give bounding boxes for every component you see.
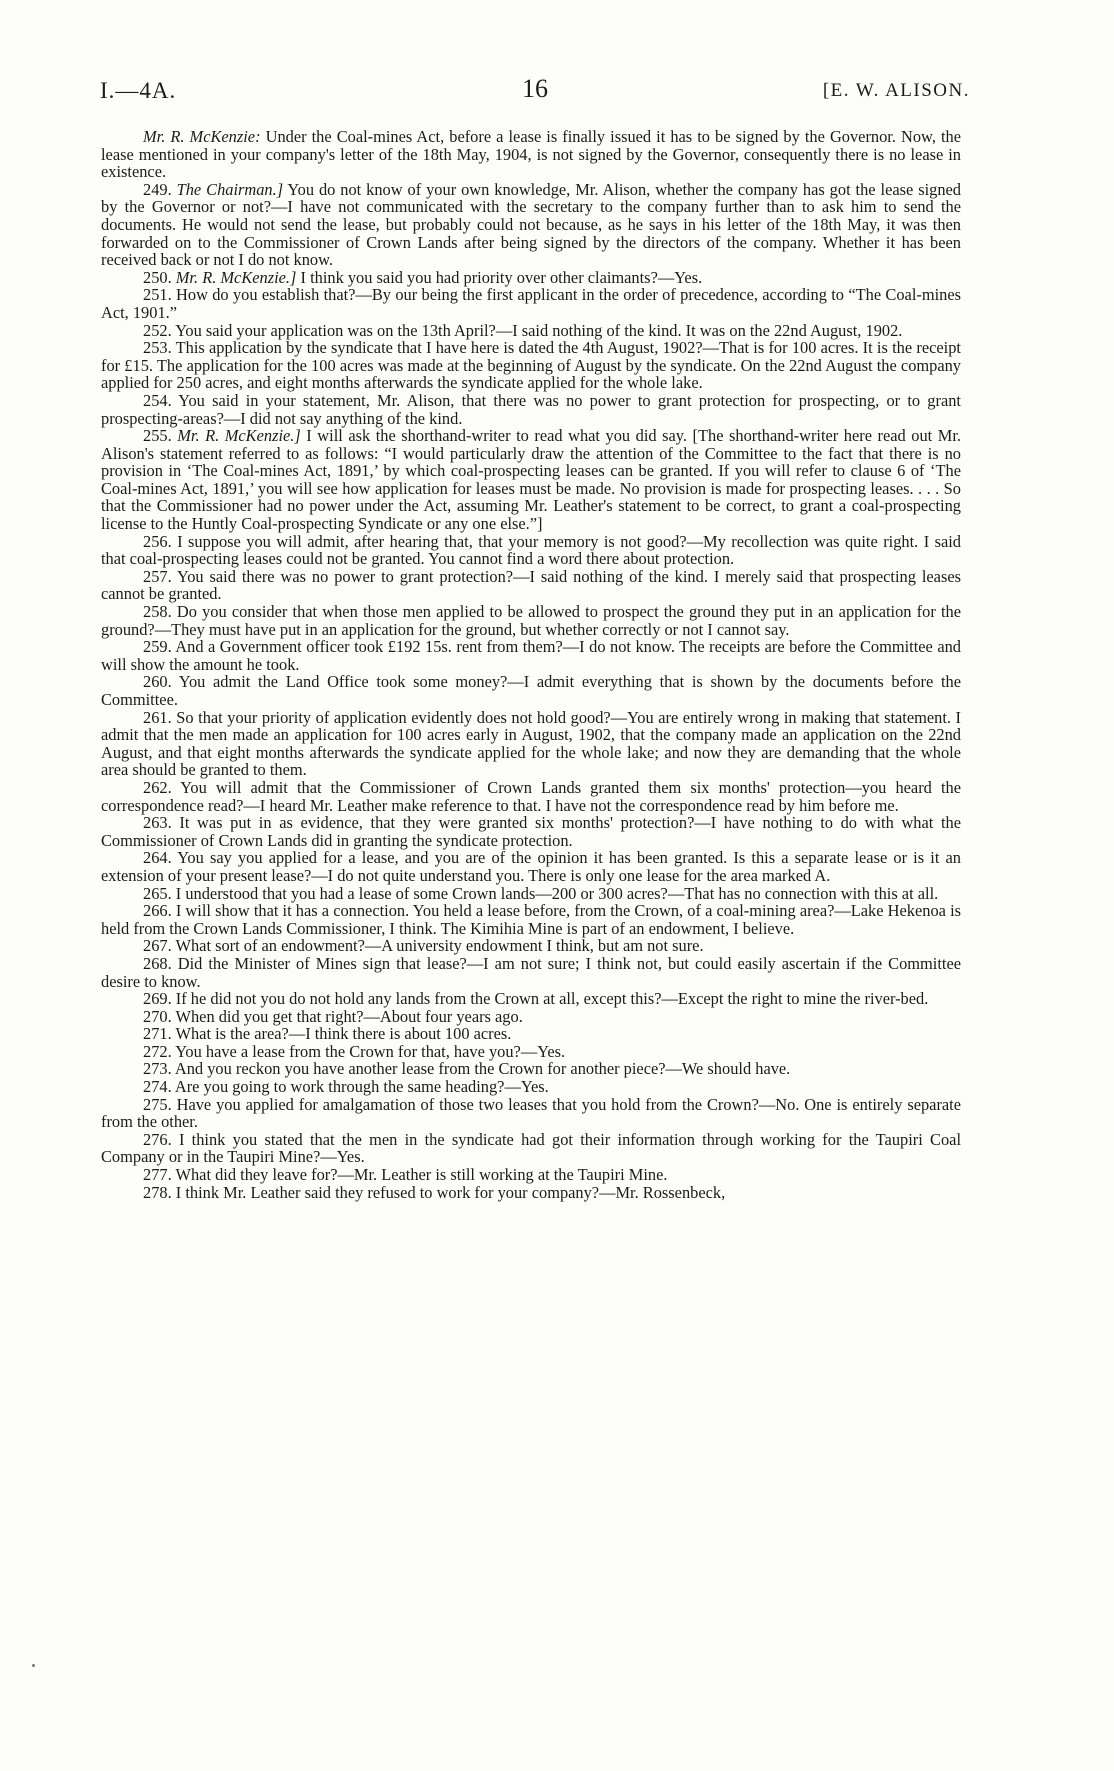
paragraph-text: I will show that it has a connection. You held a lease before, from the Crown, of a coal-mining area?—Lake Hekenoa is held from the Crown Lands Commissioner, I think. The Kimihia Mine is part of an endowment, I believe. xyxy=(101,901,961,938)
paragraph-text: You said there was no power to grant protection?—I said nothing of the kind. I merely said that prospecting leases cannot be granted. xyxy=(101,566,961,604)
paragraph-text: How do you establish that?—By our being the first applicant in the order of precedence, according to “The Coal-mines Act, 1901.” xyxy=(101,285,962,322)
paragraph xyxy=(101,1184,961,1202)
paragraph xyxy=(101,885,961,903)
page-header xyxy=(100,74,970,114)
question-number: 276. xyxy=(143,1129,179,1149)
paper-reference: I.—4A. xyxy=(100,78,177,103)
paragraph-text: Did the Minister of Mines sign that lease?—I am not sure; I think not, but could easily ascertain if the Committee desire to know. xyxy=(101,953,961,991)
paragraph-text: This application by the syndicate that I have here is dated the 4th August, 1902?—That is for 100 acres. It is the receipt for £15. The application for the 100 acres was made at the beginning of August by the syndicate. On the 22nd August the company applied for 250 acres, and eight months afterwards the syndicate applied for the whole lake. xyxy=(101,338,961,393)
paragraph-text: You admit the Land Office took some money?—I admit everything that is shown by the documents before the Committee. xyxy=(101,672,961,709)
paragraph-text: I understood that you had a lease of some Crown lands—200 or 300 acres?—That has no connection with this at all. xyxy=(175,883,939,903)
speaker-name: The Chairman.] xyxy=(176,179,284,199)
paragraph xyxy=(101,709,961,779)
paragraph xyxy=(101,1166,961,1184)
paragraph-text: When did you get that right?—About four years ago. xyxy=(175,1006,523,1026)
question-number: 251. xyxy=(143,285,177,305)
paragraph xyxy=(101,779,961,814)
paragraph-text: I think you said you had priority over other claimants?—Yes. xyxy=(296,267,703,287)
question-number: 253. xyxy=(143,338,176,358)
paragraph-text: You have a lease from the Crown for that, have you?—Yes. xyxy=(175,1041,566,1061)
speaker-name: Mr. R. McKenzie.] xyxy=(177,426,301,446)
paragraph xyxy=(101,269,961,287)
paragraph xyxy=(101,533,961,568)
paragraph-text: And a Government officer took £192 15s. rent from them?—I do not know. The receipts are before the Committee and will show the amount he took. xyxy=(101,637,961,674)
paragraph xyxy=(101,849,961,884)
question-number: 275. xyxy=(143,1094,177,1114)
question-number: 255. xyxy=(143,426,178,446)
paragraph xyxy=(101,339,961,392)
paragraph xyxy=(101,1096,961,1131)
paragraph-text: If he did not you do not hold any lands from the Crown at all, except this?—Except the right to mine the river-bed. xyxy=(175,989,929,1009)
question-number: 257. xyxy=(143,566,177,586)
question-number: 271. xyxy=(143,1024,176,1044)
paragraph xyxy=(101,638,961,673)
question-number: 249. xyxy=(143,179,177,199)
paragraph xyxy=(101,322,961,340)
paragraph-text: What did they leave for?—Mr. Leather is still working at the Taupiri Mine. xyxy=(175,1165,668,1185)
paragraph xyxy=(101,1131,961,1166)
question-number: 272. xyxy=(143,1041,176,1061)
page-number: 16 xyxy=(522,74,548,103)
speaker-name: Mr. R. McKenzie.] xyxy=(175,267,297,287)
question-number: 264. xyxy=(143,848,178,868)
paragraph-text: You said in your statement, Mr. Alison, that there was no power to grant protection for prospecting, or to grant prospecting-areas?—I did not say anything of the kind. xyxy=(101,390,961,428)
question-number: 269. xyxy=(143,989,176,1009)
paragraph xyxy=(101,181,961,269)
paragraph-text: What is the area?—I think there is about 100 acres. xyxy=(175,1024,512,1044)
paragraph xyxy=(101,1025,961,1043)
paragraph xyxy=(101,1008,961,1026)
question-number: 270. xyxy=(143,1006,176,1026)
witness-name: [E. W. ALISON. xyxy=(822,80,970,101)
paragraph xyxy=(101,902,961,937)
question-number: 266. xyxy=(143,901,176,921)
paragraph-text: It was put in as evidence, that they were granted six months' protection?—I have nothing to do with what the Commissioner of Crown Lands did in granting the syndicate protection. xyxy=(101,813,962,850)
paragraph xyxy=(101,603,961,638)
question-number: 256. xyxy=(143,531,178,551)
paragraph xyxy=(101,1078,961,1096)
question-number: 261. xyxy=(143,707,177,727)
question-number: 254. xyxy=(143,390,179,410)
question-number: 263. xyxy=(143,813,180,833)
paragraph xyxy=(101,427,961,533)
paragraph xyxy=(101,286,961,321)
paragraph-text: Under the Coal-mines Act, before a lease is finally issued it has to be signed by the Governor. Now, the lease mentioned in your company's letter of the 18th May, 1904, is not signed by the Governor, consequently there is no lease in existence. xyxy=(101,127,961,182)
question-number: 265. xyxy=(143,883,176,903)
paragraph-text: You will admit that the Commissioner of Crown Lands granted them six months' protection—you heard the correspondence read?—I heard Mr. Leather make reference to that. I have not the correspondence read by him before me. xyxy=(101,777,961,815)
question-number: 259. xyxy=(143,637,176,657)
paragraph-text: I think you stated that the men in the syndicate had got their information through working for the Taupiri Coal Company or in the Taupiri Mine?—Yes. xyxy=(101,1129,962,1167)
paragraph xyxy=(101,392,961,427)
question-number: 260. xyxy=(143,672,179,692)
paragraph-text: You said your application was on the 13th April?—I said nothing of the kind. It was on the 22nd August, 1902. xyxy=(175,320,903,340)
question-number: 278. xyxy=(143,1182,176,1202)
paragraph xyxy=(101,568,961,603)
paragraph-text: You do not know of your own knowledge, Mr. Alison, whether the company has got the lease signed by the Governor or not?—I have not communicated with the secretary to the company further than to ask him to send the documents. He would not send the lease, but probably could not because, as he says in his letter of the 18th May, it was then forwarded on to the Commissioner of Crown Lands after being signed by the directors of the company. Whether it has been received back or not I do not know. xyxy=(101,179,961,270)
paragraph-text: I suppose you will admit, after hearing that, that your memory is not good?—My recollection was quite right. I said that coal-prospecting leases could not be granted. You cannot find a word there about protection. xyxy=(101,531,961,569)
paragraph xyxy=(101,955,961,990)
speaker-name: Mr. R. McKenzie: xyxy=(143,127,261,146)
paragraph-text: You say you applied for a lease, and you are of the opinion it has been granted. Is this a separate lease or is it an extension of your present lease?—I do not quite understand you. There is only one lease for the area marked A. xyxy=(101,848,961,885)
question-number: 277. xyxy=(143,1165,176,1185)
paragraph-text: Have you applied for amalgamation of those two leases that you hold from the Crown?—No. One is entirely separate from the other. xyxy=(101,1094,962,1132)
paragraph-text: So that your priority of application evidently does not hold good?—You are entirely wrong in making that statement. I admit that the men made an application for 100 acres early in August, 1902, that the company made an application on the 22nd August, and that eight months afterwards the syndicate applied for the whole lake; and now they are demanding that the whole area should be granted to them. xyxy=(101,707,962,780)
question-number: 274. xyxy=(143,1077,175,1097)
paragraph xyxy=(101,1043,961,1061)
paragraph xyxy=(101,128,961,181)
paragraph-text: Are you going to work through the same heading?—Yes. xyxy=(174,1077,549,1097)
paragraph-text: I think Mr. Leather said they refused to work for your company?—Mr. Rossenbeck, xyxy=(175,1182,726,1202)
question-number: 268. xyxy=(143,953,178,973)
paragraph-text: And you reckon you have another lease from the Crown for another piece?—We should have. xyxy=(174,1059,791,1079)
question-number: 252. xyxy=(143,320,176,340)
paragraph xyxy=(101,673,961,708)
question-number: 250. xyxy=(143,267,176,287)
paragraph xyxy=(101,1060,961,1078)
question-number: 262. xyxy=(143,777,181,797)
document-body xyxy=(101,128,961,1201)
paragraph-text: I will ask the shorthand-writer to read what you did say. [The shorthand-writer here read out Mr. Alison's statement referred to as follows: “I would particularly draw the attention of the Committee to the fact that there is no provision in ‘The Coal-mines Act, 1891,’ by which coal-prospecting leases can be granted. If you will refer to clause 6 of ‘The Coal-mines Act, 1891,’ you will see how application for leases must be made. No provision is made for prospecting leases. . . . So that the Commissioner had no power under the Act, assuming Mr. Leather's statement to be correct, to grant a coal-prospecting license to the Huntly Coal-prospecting Syndicate or any one else.”] xyxy=(101,426,962,534)
question-number: 267. xyxy=(143,936,176,956)
margin-mark xyxy=(32,1664,35,1667)
paragraph-text: What sort of an endowment?—A university endowment I think, but am not sure. xyxy=(175,936,704,956)
paragraph xyxy=(101,814,961,849)
paragraph xyxy=(101,990,961,1008)
question-number: 273. xyxy=(143,1059,175,1079)
paragraph xyxy=(101,937,961,955)
paragraph-text: Do you consider that when those men applied to be allowed to prospect the ground they put in an application for the ground?—They must have put in an application for the ground, but whether correctly or not I cannot say. xyxy=(101,602,961,639)
question-number: 258. xyxy=(143,602,177,622)
